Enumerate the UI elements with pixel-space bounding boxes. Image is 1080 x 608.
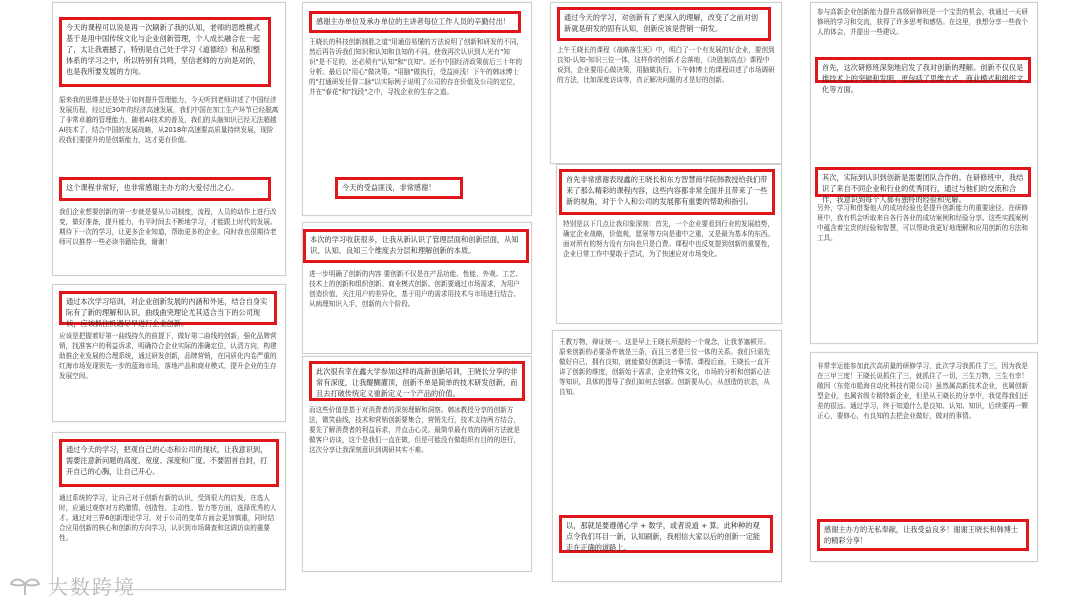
review-body: 王晓长的科技创新制胜之道"用通俗易懂的方法说明了创新和研发的不同，然后再告诉我们知识和认知和良知的不同。使我再次认识到人光有"知识"是不足的，还必须有"认知"和"良知"。还有中国经济政策前后三十年的分析。最后以"用心"做决策。"用脑"做执行，受益匪浅！下午的韩冰博士的"打通研发任督二脉"以实际例子说明了公司的存在价值及公司的定位，并在"春花"和"找段"之中，寻找企业的生存之道。 — [309, 38, 524, 96]
sprout-logo-icon — [8, 575, 42, 597]
review-body: 上午王晓长的课程《战略落生死》中，明白了一个有发展的好企业，要创到良知-认知-知识三位一体，这样你的创新才会落地，《决胜制高点》课程中说到，企业要用心做决策，用脑做执行。下午韩博士的课程讲述了市场调研的方法，比如深度访谈等，真正解决问题的才是好的创新。 — [557, 46, 775, 84]
review-card-7 — [550, 2, 782, 164]
review-body: 王教万物，辩证统一。这是早上王晓长所提的一个观念，让我茅塞顿开。原来创新的必要条件就是三条，而且三者是三位一体的关系。我们只需先做好自己，拥有良知，就能做好创新这一事情。课程后面，王晓长一直开讲了创新的维度，创新始于需求，企业特殊文化，市场的分析和创新心法等知识，具体的指导了我们如何去创新。创新要从心，从创造的状态，从良知。 — [559, 338, 770, 396]
review-body: 非常幸运能参加此次高质量的研修学习，此次学习我抓住了三，因为我是在三甲三度！王晓长说抓住了三，就抓住了一切，三生万物，三生有幸！敞因（东莞市船海自动化科技有限公司）虽然属高新技术企业，也属创新型企业，也属省级专精特新企业，但是从王晓长的分享中，我觉得我们还差的很远。通过学习，终于知道什么是良知、认知、知识，后续要再一颗正心，要修心，有良知的去把企业做好，做对的事情。 — [817, 362, 1028, 420]
highlight-box-top: 首先非常感谢表现鑫的王晓长和东方智慧商学院韩教授给我们带来了那么精彩的课程内容，这些内容都非常全面并且带来了一些新的视角，对于个人和公司的发展都有重要的帮助和指引。 — [559, 169, 775, 215]
review-body: 应该是把握着好第一曲线持久的前提下，做好第二曲线的创新，强化品牌营销，找准客户的利益诉求，明确符合企业实际的准确定位，认清方向，构建助推企业发展的合理系统，通过研发创新，品牌营销，在同质化内卷严重的红海市场发现领先一步的蓝海市场，落地产品和商业模式，提升企业的生存发展空间。 — [59, 332, 277, 380]
review-body: 参与高新企业创新能力提升高级研修班是一个宝贵的机会，我通过一天研修班的学习和交流，获得了许多思考和感悟。在这里，我想分享一些我个人的体会，并提出一些建议。 — [817, 8, 1028, 36]
review-card-4 — [302, 2, 532, 216]
highlight-box-bottom: 感谢主办方的无私奉献，让我受益良多！谢谢王晓长和韩博士的精彩分享！ — [817, 519, 1029, 551]
review-card-2 — [52, 284, 286, 422]
review-body: 特别是以下几点让我印象深刻：首先，一个企业要看到行业的发展趋势，确定企业战略，价值观，愿景等方向是重中之重，又是最为基本的东西。面对所有的努力没有方向也只是白费。课程中也反复提到创新的重要性，企业日常工作中要敢于尝试，为了快速应对市场变化。 — [563, 220, 774, 258]
highlight-box-top: 通过本次学习培训，对企业创新发展的内涵和外延，结合自身实际有了新的理解和认识，曲线曲突理论尤其适合当下的公司现状，应该抓住机遇尽早进行企业创新。 — [59, 291, 277, 325]
review-body-2: 我们企业想要创新的第一步就是要从公司制度，流程，人员的动作上进行改变，做好准备，提升能力，有平时间去不断地学习，才能跟上时代的发展。期待下一次的学习，让更多企业知道，帮助更多的企业。同时我也很期待老师可以推荐一些必读书籍给我，谢谢！ — [59, 208, 277, 246]
review-body: 通过系统的学习，让自己对于创新有新的认识，受到很大的启发，在选人时，应通过观察对方的激情、创造性、主动性、智力等方面，选择优秀的人才。通过对三界6创新理论学习，对于公司的变革方面会更加慎重，同时结合应用创新的核心和创新的方向学习，认识到市场调查和这调访谈的重要性。 — [59, 494, 277, 542]
highlight-box-top: 本次的学习收获很多，让我从新认识了管理层面和创新层面，从知识、认知、良知三个维度去分层和理解创新的本质。 — [303, 229, 529, 263]
highlight-box-top: 感谢主办单位及承办单位的主讲者每位工作人员的辛勤付出！ — [309, 11, 521, 33]
review-body: 原来我的思维是还是处于如何提升管理能力，今天听到老师讲述了中国经济发展历程，经过近30年的经济高速发展，我们中国在加工生产环节已经脱离了非常卓越的管理能力，随着AI技术的普及，我们的头脑知识已经无法超越AI技术了，结合中国的发展战略，从2018年高速要高质量持续发展，现阶段我们要提升的是创新能力，这才更有价值。 — [59, 96, 279, 144]
highlight-box-bottom: 这个课程非常好，也非常感谢主办方的大爱付出之心。 — [59, 177, 271, 201]
highlight-box-top: 今天的课程可以说是再一次刷新了我的认知，老师的思维模式基于是用中国传统文化与企业创新管理，个人成长融合在一起了，太让我震撼了，特别是自己处于学习《道德经》和品和整体系的学习之中，所以特别有共鸣，坚信老师的方向是对的，也是我所要发展的方向。 — [59, 17, 271, 87]
review-body-2: 另外，学习和借鉴他人的成功经验也是提升创新能力的重要途径。在研修班中，我有机会听取来自各行各业的成功案例和经验分享。这些实践案例中蕴含着宝贵的经验和智慧，可以帮助我更好地理解和应用创新的方法和工具。 — [817, 204, 1028, 242]
highlight-box-top: 通过今天的学习，把观自己的心态和公司的现状，让我意识到，需要注意新问题的高度、宽度、深度和广度。不要固首自封，打开自己的心胸，让自己开心。 — [59, 439, 279, 487]
highlight-box-mid: 其次，实际到认识到创新是需要团队合作的。在研修班中，我结识了来自不同企业和行业的优秀同行，通过与他们的交流和合作，我意识到每个人都有独特的经验和见解。 — [815, 167, 1031, 197]
review-body: 而这些价值是基于对消费者的深刻理解和洞察。韩冰教授分享的创新方法，微笑曲线，技术和营销创新要集合，营销先行，技术支持两方结合，要先了解消费者的利益诉求，并直击心灵。最简单最有效的调研方法就是做客户访谈，这个是我们一直在做，但是可能没有做组织有目的的进行，这次分享让我深刻意识到调研其实不难。 — [309, 406, 520, 454]
highlight-box-bottom: 以，那就是要遵循心学 + 数学，或者说道 + 算。此种种的观点令我们耳目一新，认知刷新，我相信大家以后的创新一定能走在正确的道路上。 — [559, 515, 773, 553]
highlight-box-top: 通过今天的学习，对创新有了更深入的理解，改变了之前对创新就是研发的固有认知，创新应该是营销一研发。 — [557, 7, 771, 41]
review-card-3 — [52, 432, 286, 590]
highlight-box-top: 首先，这次研修班深刻地启发了我对创新的理解。创新不仅仅是推技术上的突破和发明，更包括了思维方式、商业模式和组织文化等方面。 — [815, 57, 1031, 83]
review-card-1 — [52, 2, 286, 276]
review-card-5 — [302, 222, 532, 354]
review-card-10 — [810, 2, 1038, 344]
review-card-6 — [302, 356, 532, 572]
watermark — [8, 571, 136, 600]
highlight-box-top: 此次很有幸在鑫大学参加这样的高新创新培训，王晓长分享的非常有深度，让我醍醐灌顶，创新不单是简单的技术研发创新，而且去打破传统定义重新定义一个产品的价值。 — [309, 361, 525, 401]
review-card-11 — [810, 352, 1038, 562]
highlight-box-bottom: 今天的受益匪浅，非常感谢！ — [335, 177, 463, 199]
review-body: 进一步明确了创新的内容 要创新不仅是在产品功能、性能、外观、工艺、技术上的创新和组织创新、商业模式创新。创新要通过市场需求，为用户创造价值，关注用户的差异化，基于用户的需求用技术与市场进行结合。从病理知识入手，创新的六个阶段。 — [309, 270, 523, 308]
watermark-text: 大数跨境 — [48, 575, 136, 599]
review-card-9 — [552, 330, 782, 582]
review-card-8 — [556, 164, 782, 324]
